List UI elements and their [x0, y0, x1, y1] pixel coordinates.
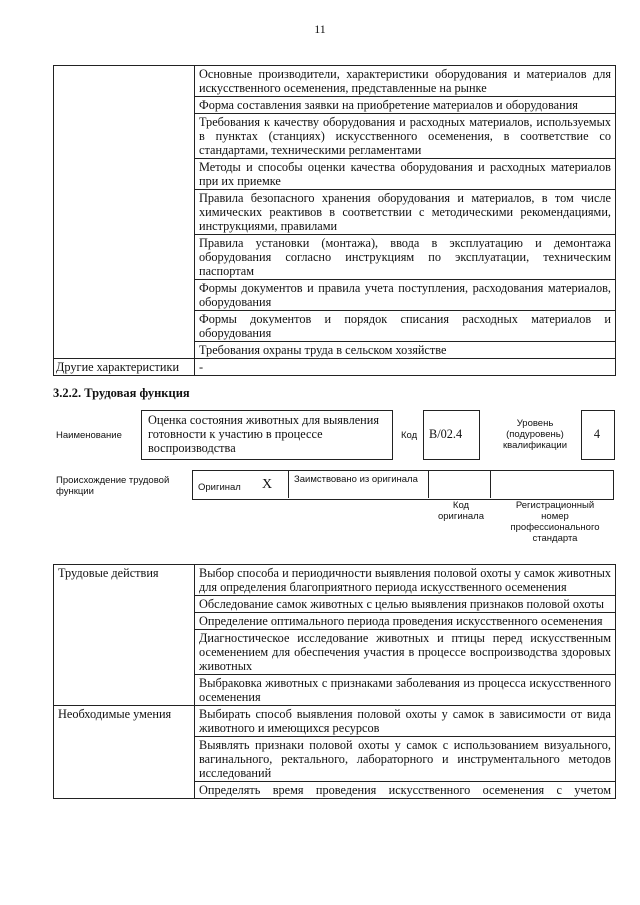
table-cell: Методы и способы оценки качества оборудования и расходных материалов при их приемке: [195, 159, 616, 190]
page-number: 11: [314, 22, 326, 36]
code-original-label: Код оригинала: [437, 500, 484, 522]
table-cell: Требования охраны труда в сельском хозяйстве: [195, 342, 616, 359]
function-name: Оценка состояния животных для выявления готовности к участию в процессе воспроизводства: [148, 413, 379, 455]
origin-divider-1: [288, 470, 289, 498]
skills-label: Необходимые умения: [54, 706, 195, 799]
table-cell: Требования к качеству оборудования и расходных материалов, используемых в пунктах (станциях) искусственного осеменения, в соответствие со стандартами, техническими регламентами: [195, 114, 616, 159]
table-row: [54, 565, 616, 596]
actions-skills-table: [53, 564, 616, 799]
table-cell: Выбирать способ выявления половой охоты у самок в зависимости от вида животного и имеющихся ресурсов: [195, 706, 616, 737]
table-cell: Правила установки (монтажа), ввода в эксплуатацию и демонтажа оборудования согласно инструкциям по эксплуатации, техническим паспортам: [195, 235, 616, 280]
table-cell: Форма составления заявки на приобретение материалов и оборудования: [195, 97, 616, 114]
borrowed-label: Заимствовано из оригинала: [294, 474, 418, 485]
table-cell: Правила безопасного хранения оборудования и материалов, в том числе химических реактивов в соответствии с методическими рекомендациями, инструкциями, правилами: [195, 190, 616, 235]
labor-actions-label: Трудовые действия: [54, 565, 195, 706]
table-cell: Диагностическое исследование животных и птицы перед искусственным осеменением для обеспечения участия в процессе воспроизводства здоровых животных: [195, 630, 616, 675]
other-characteristics-value: -: [195, 359, 616, 376]
table-cell: Формы документов и правила учета поступления, расходования материалов, оборудования: [195, 280, 616, 311]
empty-label-cell: [54, 66, 195, 359]
reg-number-label: Регистрационный номер профессионального стандарта: [510, 500, 600, 544]
other-characteristics-label: Другие характеристики: [54, 359, 195, 376]
table-cell: Определять время проведения искусственного осеменения с учетом: [195, 782, 616, 799]
name-label: Наименование: [56, 430, 122, 441]
table-cell: Формы документов и порядок списания расходных материалов и оборудования: [195, 311, 616, 342]
table-cell: Выбраковка животных с признаками заболевания из процесса искусственного осеменения: [195, 675, 616, 706]
code-value: B/02.4: [429, 427, 463, 441]
origin-label: Происхождение трудовой функции: [56, 475, 170, 497]
table-cell: Основные производители, характеристики оборудования и материалов для искусственного осеменения, представленные на рынке: [195, 66, 616, 97]
code-label: Код: [401, 430, 418, 441]
table-row: [54, 706, 616, 737]
knowledge-table: [53, 65, 616, 376]
table-cell: Обследование самок животных с целью выявления признаков половой охоты: [195, 596, 616, 613]
table-cell: Определение оптимального периода проведения искусственного осеменения: [195, 613, 616, 630]
origin-divider-2: [428, 470, 429, 498]
original-mark: X: [262, 477, 273, 492]
table-cell: Выбор способа и периодичности выявления половой охоты у самок животных для определения благоприятного периода искусственного осеменения: [195, 565, 616, 596]
origin-divider-3: [490, 470, 491, 498]
original-label: Оригинал: [198, 482, 241, 493]
table-cell: Выявлять признаки половой охоты у самок с использованием визуального, вагинального, ректального, лабораторного и инструментального методов исследований: [195, 737, 616, 782]
table-row: [54, 359, 616, 376]
level-value: 4: [593, 427, 601, 441]
level-label: Уровень (подуровень) квалификации: [502, 418, 568, 451]
table-row: [54, 66, 616, 97]
section-heading: 3.2.2. Трудовая функция: [53, 386, 190, 400]
